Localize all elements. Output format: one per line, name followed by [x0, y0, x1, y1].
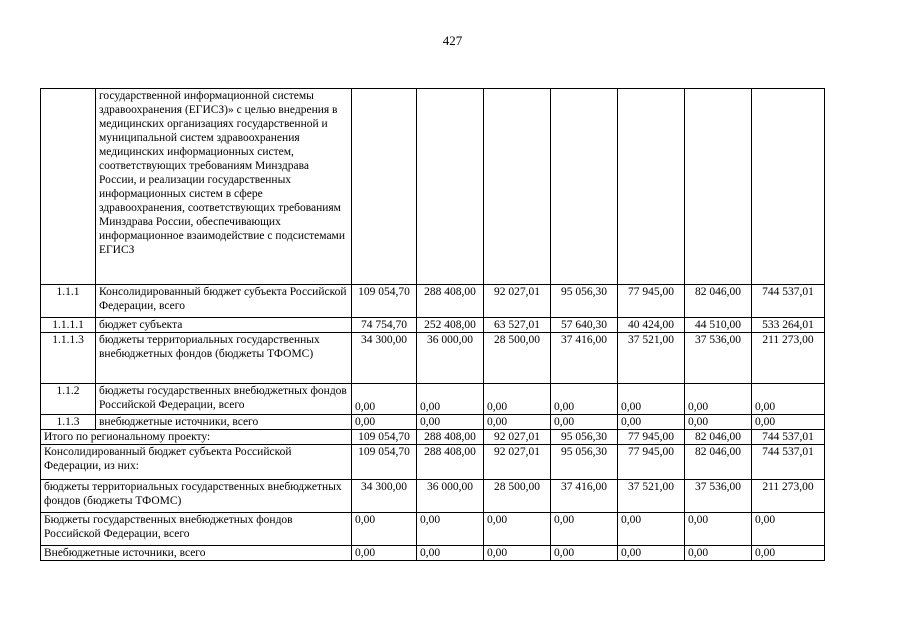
summary-label-cell: Итого по региональному проекту:	[41, 430, 352, 445]
value-cell: 37 536,00	[685, 333, 752, 384]
value-cell: 82 046,00	[685, 285, 752, 318]
value-cell: 44 510,00	[685, 318, 752, 333]
summary-row	[41, 445, 825, 480]
value-cell: 74 754,70	[352, 318, 417, 333]
value-cell: 34 300,00	[352, 480, 417, 513]
value-cell: 92 027,01	[484, 445, 551, 480]
row-name-cell: бюджеты государственных внебюджетных фондов Российской Федерации, всего	[96, 384, 352, 415]
value-cell: 0,00	[685, 513, 752, 546]
summary-label-cell: Консолидированный бюджет субъекта Российской Федерации, из них:	[41, 445, 352, 480]
table-row	[41, 333, 825, 384]
value-cell: 0,00	[484, 513, 551, 546]
value-cell: 744 537,01	[752, 445, 825, 480]
value-cell: 0,00	[352, 384, 417, 415]
value-cell	[618, 89, 685, 285]
table-row	[41, 285, 825, 318]
value-cell: 63 527,01	[484, 318, 551, 333]
value-cell: 288 408,00	[417, 445, 484, 480]
value-cell: 0,00	[417, 513, 484, 546]
summary-label-cell: бюджеты территориальных государственных внебюджетных фондов (бюджеты ТФОМС)	[41, 480, 352, 513]
value-cell: 37 521,00	[618, 333, 685, 384]
table-row	[41, 318, 825, 333]
value-cell: 0,00	[685, 384, 752, 415]
value-cell: 288 408,00	[417, 285, 484, 318]
value-cell	[417, 89, 484, 285]
value-cell: 57 640,30	[551, 318, 618, 333]
value-cell: 109 054,70	[352, 445, 417, 480]
value-cell: 0,00	[551, 415, 618, 430]
value-cell: 0,00	[752, 546, 825, 561]
value-cell: 0,00	[551, 546, 618, 561]
value-cell	[352, 89, 417, 285]
value-cell: 36 000,00	[417, 333, 484, 384]
value-cell: 211 273,00	[752, 333, 825, 384]
value-cell	[685, 89, 752, 285]
value-cell: 82 046,00	[685, 430, 752, 445]
value-cell	[484, 89, 551, 285]
value-cell: 0,00	[685, 546, 752, 561]
value-cell: 95 056,30	[551, 445, 618, 480]
value-cell: 288 408,00	[417, 430, 484, 445]
summary-label-cell: Внебюджетные источники, всего	[41, 546, 352, 561]
row-name-cell: бюджеты территориальных государственных внебюджетных фондов (бюджеты ТФОМС)	[96, 333, 352, 384]
value-cell: 0,00	[685, 415, 752, 430]
value-cell: 37 416,00	[551, 333, 618, 384]
value-cell: 77 945,00	[618, 430, 685, 445]
summary-row	[41, 430, 825, 445]
row-code-cell: 1.1.3	[41, 415, 96, 430]
value-cell: 0,00	[417, 384, 484, 415]
value-cell: 0,00	[618, 546, 685, 561]
value-cell: 0,00	[484, 384, 551, 415]
value-cell: 37 416,00	[551, 480, 618, 513]
row-name-cell: внебюджетные источники, всего	[96, 415, 352, 430]
value-cell: 77 945,00	[618, 445, 685, 480]
value-cell: 0,00	[352, 546, 417, 561]
value-cell: 0,00	[752, 384, 825, 415]
value-cell: 0,00	[417, 546, 484, 561]
value-cell: 0,00	[618, 384, 685, 415]
budget-table	[40, 88, 825, 561]
row-code-cell: 1.1.1	[41, 285, 96, 318]
value-cell: 0,00	[551, 513, 618, 546]
value-cell: 0,00	[484, 415, 551, 430]
row-code-cell: 1.1.1.1	[41, 318, 96, 333]
summary-row	[41, 513, 825, 546]
value-cell: 28 500,00	[484, 333, 551, 384]
value-cell: 0,00	[352, 415, 417, 430]
row-code-cell	[41, 89, 96, 285]
value-cell: 28 500,00	[484, 480, 551, 513]
value-cell: 82 046,00	[685, 445, 752, 480]
row-name-cell: бюджет субъекта	[96, 318, 352, 333]
table-row	[41, 384, 825, 415]
value-cell: 36 000,00	[417, 480, 484, 513]
value-cell: 109 054,70	[352, 285, 417, 318]
value-cell: 0,00	[484, 546, 551, 561]
value-cell: 95 056,30	[551, 430, 618, 445]
value-cell: 109 054,70	[352, 430, 417, 445]
value-cell	[752, 89, 825, 285]
summary-row	[41, 480, 825, 513]
value-cell: 77 945,00	[618, 285, 685, 318]
value-cell: 744 537,01	[752, 430, 825, 445]
value-cell: 0,00	[618, 415, 685, 430]
value-cell: 95 056,30	[551, 285, 618, 318]
value-cell: 0,00	[551, 384, 618, 415]
value-cell: 0,00	[618, 513, 685, 546]
value-cell: 0,00	[417, 415, 484, 430]
row-name-cell: Консолидированный бюджет субъекта Российской Федерации, всего	[96, 285, 352, 318]
value-cell: 252 408,00	[417, 318, 484, 333]
row-code-cell: 1.1.2	[41, 384, 96, 415]
value-cell: 211 273,00	[752, 480, 825, 513]
table-row-intro	[41, 89, 825, 285]
table-row	[41, 415, 825, 430]
row-code-cell: 1.1.1.3	[41, 333, 96, 384]
page-number: 427	[442, 33, 463, 48]
value-cell: 37 536,00	[685, 480, 752, 513]
value-cell: 40 424,00	[618, 318, 685, 333]
value-cell: 533 264,01	[752, 318, 825, 333]
value-cell: 37 521,00	[618, 480, 685, 513]
value-cell: 0,00	[752, 415, 825, 430]
row-name-cell: государственной информационной системы здравоохранения (ЕГИСЗ)» с целью внедрения в медицинских организациях государственной и муниципальной систем здравоохранения медицинских информационных систем, соответствующих требованиям Минздрава России, и реализации государственных информационных систем в сфере здравоохранения, соответствующих требованиям Минздрава России, обеспечивающих информационное взаимодействие с подсистемами ЕГИСЗ	[96, 89, 352, 285]
value-cell: 0,00	[752, 513, 825, 546]
value-cell: 92 027,01	[484, 430, 551, 445]
summary-label-cell: Бюджеты государственных внебюджетных фондов Российской Федерации, всего	[41, 513, 352, 546]
value-cell: 744 537,01	[752, 285, 825, 318]
summary-row	[41, 546, 825, 561]
value-cell	[551, 89, 618, 285]
value-cell: 34 300,00	[352, 333, 417, 384]
value-cell: 0,00	[352, 513, 417, 546]
value-cell: 92 027,01	[484, 285, 551, 318]
